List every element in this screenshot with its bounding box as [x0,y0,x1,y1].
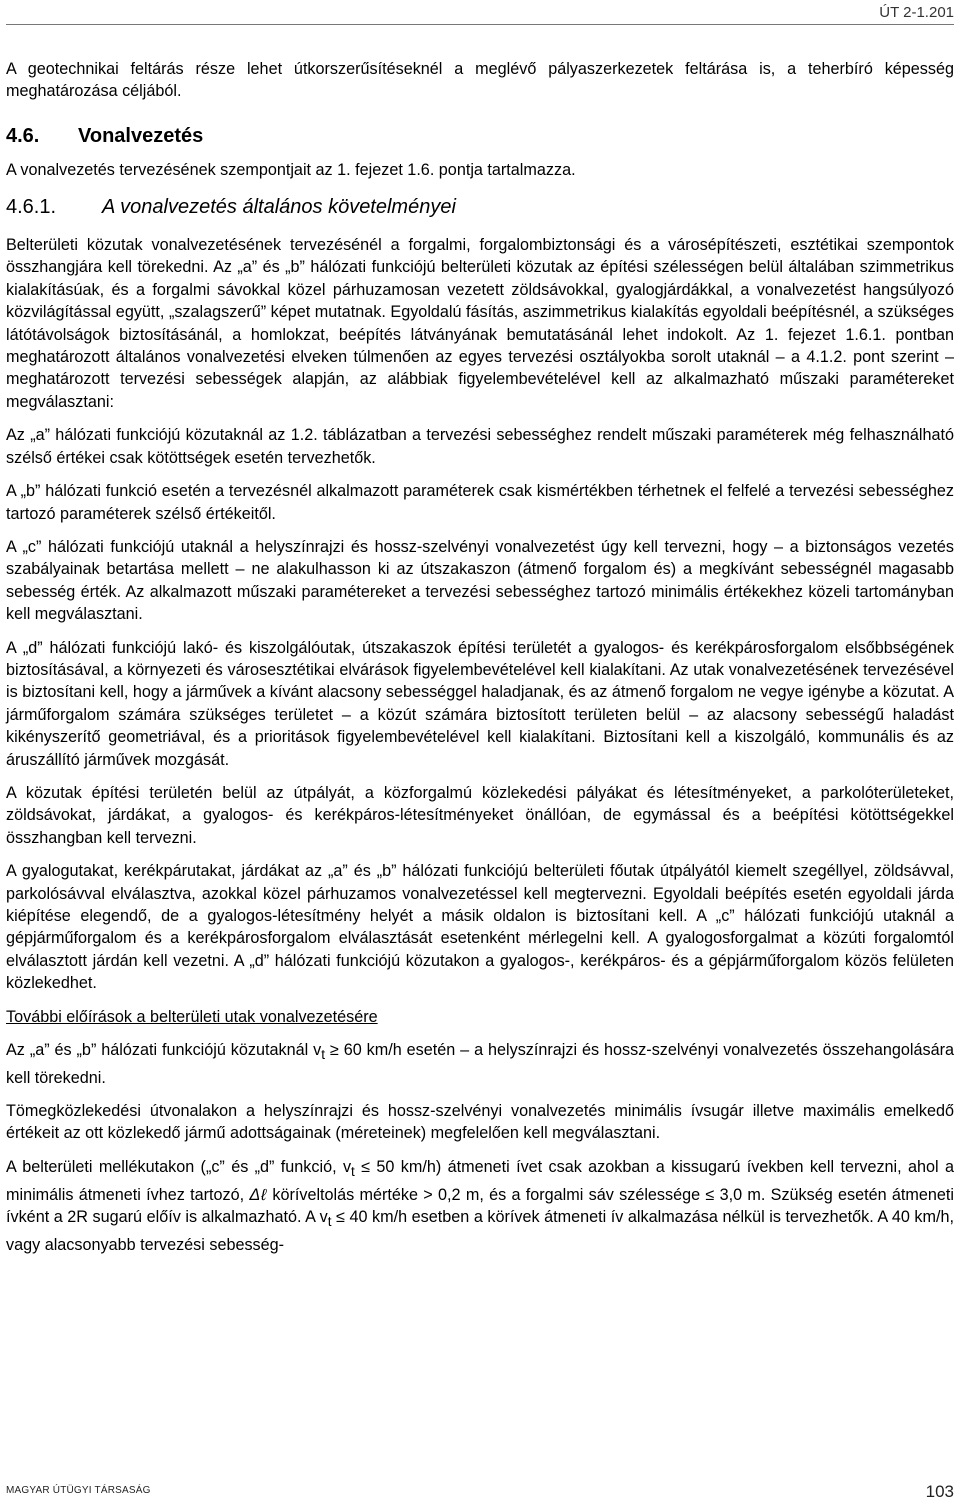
page-content [6,58,954,1267]
p10-mid-1: ≤ 50 km/h) átmeneti ívet csak azokban a kissugarú ívekben kell tervezni, ahol a minimális átmeneti ívhez tartozó, [6,1157,954,1204]
p8-rest: ≥ 60 km/h esetén – a helyszínrajzi és hossz-szelvényi vonalvezetés összehangolására kell törekedni. [6,1041,954,1087]
paragraph-a-function: Az „a” hálózati funkciójú közutaknál az 1.2. táblázatban a tervezési sebességhez rendelt műszaki paraméterek még felhasználható szélső értékei csak kötöttségek esetén tervezhetők. [6,426,954,467]
section-intro-paragraph: A vonalvezetés tervezésének szempontjait az 1. fejezet 1.6. pontja tartalmazza. [6,161,576,180]
paragraph-footpaths: A gyalogutakat, kerékpárutakat, járdákat az „a” és „b” hálózati funkciójú belterületi főutak útpályától kiemelt szegéllyel, zöldsávval, parkolósávval elválasztva, azokkal közel párhuzamos vonalvezetéssel kell megtervezni. Egyoldali beépítés esetén egyoldali járda kiépítése elegendő, de a gyalogos-létesítmény helyét a másik oldalon is biztosítani kell. A „c” hálózati funkciójú utaknál a gépjárműforgalom és a kerékpárosforgalom elválasztását esetenként mérlegelni kell. A gyalogosforgalmat a közúti forgalomtól elválasztott járdán kell vezetni. A „d” hálózati funkciójú közutakon a gyalogos-, kerékpáros- és a gépjárműforgalom közös felületen közlekedhet. [6,862,954,993]
p8-subscript: t [321,1047,325,1063]
page-number: 103 [925,1482,954,1501]
p10-mid-2: köríveltolás mértéke > 0,2 m, és a forgalmi sáv szélessége ≤ 3,0 m. Szükség esetén átmeneti ívként a 2R sugarú előív is alkalmazható. A v [6,1185,955,1226]
intro-paragraph: A geotechnikai feltárás része lehet útkorszerűsítéseknél a meglévő pályaszerkezetek feltárása is, a teherbíró képesség meghatározása céljából. [6,60,954,101]
header-divider [6,24,954,25]
paragraph-d-function: A „d” hálózati funkciójú lakó- és kiszolgálóutak, útszakaszok építési területét a gyalogos- és kerékpárosforgalom elsőbbségének biztosításával, a környezeti és városesztétikai elvárások figyelembevételével kell kialakítani. Az utak vonalvezetésének tervezésével is biztosítani kell, hogy a járművek a kívánt alacsony sebességgel haladjanak, és az átmenő forgalom ne vegye igénybe a közutat. A járműforgalom számára szükséges területet – a közút számára biztosított területen belül – az alacsony sebességű haladást kikényszerítő geometriával, és a prioritások figyelembevételével kell kialakítani. Biztosítani kell a kiszolgáló, kommunális és az áruszállító járművek mozgását. [6,638,954,769]
p10-subscript-1: t [351,1164,355,1180]
further-rules-heading-text: További előírások a belterületi utak vonalvezetésére [6,1007,378,1026]
paragraph-construction-area: A közutak építési területén belül az útpályát, a közforgalmú közlekedési pályákat és létesítményeket, a parkolóterületeket, zöldsávokat, járdákat, a gyalogos- és kerékpáros-létesítményeket önállóan, de egymással és a beépítési kötöttségekkel összhangban kell tervezni. [6,783,954,847]
subsection-heading [6,196,954,218]
p10-delta-l: Δℓ [249,1185,268,1204]
subsection-number: 4.6.1. [6,195,57,218]
paragraph-general: Belterületi közutak vonalvezetésének tervezésénél a forgalmi, forgalombiztonsági és a városépítészeti, esztétikai szempontok összhangjára kell törekedni. Az „a” és „b” hálózati funkciójú belterületi közutak az építési szélességen belül általában szimmetrikus kialakításúak, és a forgalmi sávokkal közel párhuzamosan vezetett zöldsávokkal, gyalogjárdákkal, a vonalvezetést hangsúlyozó közvilágítással együtt, „szalagszerű” képet mutatnak. Egyoldalú fásítás, aszimmetrikus kialakítás egyoldali beépítésnél, a szükséges látótávolságok biztosításánál, a homlokzat, beépítés látványának bemutatásánál lehet indokolt. Az 1. fejezet 1.6.1. pontban meghatározott általános vonalvezetési elveken túlmenően az egyes tervezési osztályokba sorolt utaknál – a 4.1.2. pont szerint – meghatározott tervezési sebességek alapján, az alábbiak figyelembevételével kell az alkalmazható műszaki paramétereket megválasztani: [6,236,954,411]
further-rules-heading [6,1006,954,1028]
p8-text: Az „a” és „b” hálózati funkciójú közutaknál v [6,1041,322,1060]
p10-text: A belterületi mellékutakon („c” és „d” funkció, v [6,1157,352,1176]
section-title: Vonalvezetés [78,124,204,147]
p10-end: ≤ 40 km/h esetben a körívek átmeneti ív alkalmazása nélkül is tervezhetők. A 40 km/h, vagy alacsonyabb tervezési sebesség- [6,1207,954,1254]
footer-organization: MAGYAR ÚTÜGYI TÁRSASÁG [6,1485,151,1496]
p10-subscript-2: t [327,1214,332,1230]
paragraph-b-function: A „b” hálózati funkció esetén a tervezésnél alkalmazott paraméterek csak kismértékben térhetnek el felfelé a tervezési sebességhez tartozó paraméterek szélső értékeitől. [6,482,954,523]
section-heading [6,125,954,147]
section-number: 4.6. [6,124,40,147]
paragraph-minor-roads [6,1156,954,1256]
standard-code: ÚT 2-1.201 [879,4,954,21]
subsection-title: A vonalvezetés általános követelményei [102,195,456,218]
paragraph-speed-coordination [6,1039,954,1089]
paragraph-public-transport: Tömegközlekedési útvonalakon a helyszínrajzi és hossz-szelvényi vonalvezetés minimális ívsugár illetve maximális emelkedő értékeit az ott közlekedő jármű adottságainak (méreteinek) megfelelően kell megválasztani. [6,1102,954,1143]
paragraph-c-function: A „c” hálózati funkciójú utaknál a helyszínrajzi és hossz-szelvényi vonalvezetést úgy kell tervezni, hogy – a biztonságos vezetés szabályainak betartása mellett – ne alakulhasson ki az útszakaszon (átmenő forgalom és) a megkívánt sebességnél magasabb sebesség érték. Az alkalmazott műszaki paramétereket a tervezési sebességhez tartozó minimális értékekhez közeli tartományban kell megválasztani. [6,537,954,624]
